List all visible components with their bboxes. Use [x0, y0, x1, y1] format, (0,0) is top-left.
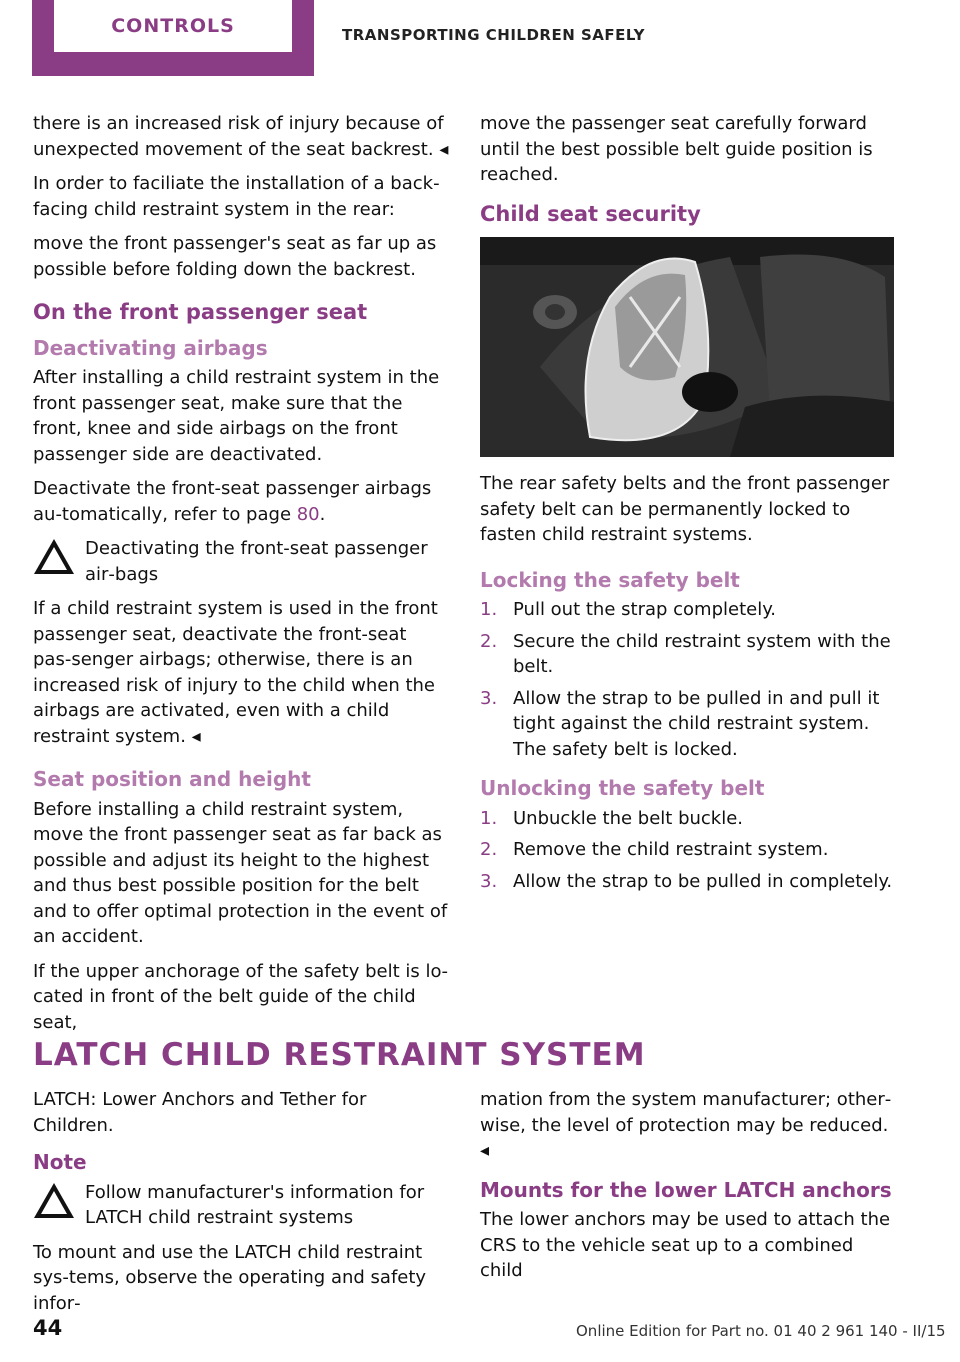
heading-seat-position: Seat position and height: [33, 767, 311, 791]
list-item: 2. Remove the child restraint system.: [480, 839, 829, 860]
latch-left-column: [33, 1087, 449, 1325]
paragraph: The rear safety belts and the front passenger safety belt can be permanently locked to fasten child restraint systems.: [480, 473, 890, 545]
paragraph: After installing a child restraint system in the front passenger seat, make sure that the front, knee and side airbags on the front passenger side are deactivated.: [33, 367, 440, 465]
chapter-tab: [32, 0, 314, 76]
heading-deactivating-airbags: Deactivating airbags: [33, 335, 268, 360]
paragraph: The lower anchors may be used to attach the CRS to the vehicle seat up to a combined child: [480, 1209, 891, 1281]
heading-note: Note: [33, 1150, 87, 1174]
warning-block: [33, 1180, 449, 1231]
paragraph: move the front passenger's seat as far up as possible before folding down the backrest.: [33, 233, 437, 280]
list-item: 1. Unbuckle the belt buckle.: [480, 807, 744, 829]
heading-unlocking-safety-belt: Unlocking the safety belt: [480, 776, 765, 800]
warning-triangle-icon: [33, 538, 75, 576]
paragraph: Before installing a child restraint system, move the front passenger seat as far back as possible and adjust its height to the highest and thus best possible position for the belt and to offer optimal protection in the event of an accident.: [33, 798, 448, 947]
unlocking-steps-list: [480, 806, 896, 895]
paragraph: In order to faciliate the installation of a back-facing child restraint system in the rear:: [33, 173, 440, 220]
heading-locking-safety-belt: Locking the safety belt: [480, 567, 740, 592]
list-item: 3. Allow the strap to be pulled in and pull it tight against the child restraint system. The safety belt is locked.: [480, 687, 880, 760]
list-item: 1. Pull out the strap completely.: [480, 599, 777, 620]
paragraph: Deactivate the front-seat passenger airbags au‐tomatically, refer to page 80.: [33, 478, 432, 525]
section-title-latch: LATCH CHILD RESTRAINT SYSTEM: [33, 1037, 646, 1073]
paragraph: mation from the system manufacturer; other‐wise, the level of protection may be reduced. ◂: [480, 1089, 892, 1161]
paragraph: If a child restraint system is used in the front passenger seat, deactivate the front-seat pas‐senger airbags; otherwise, there is an increased risk of injury to the child when the airbags are activated, even with a child restraint system. ◂: [33, 598, 438, 747]
child-seat-photo: [480, 237, 894, 457]
paragraph: LATCH: Lower Anchors and Tether for Children.: [33, 1089, 367, 1136]
latch-right-column: [480, 1087, 896, 1293]
heading-mounts-lower-latch: Mounts for the lower LATCH anchors: [480, 1177, 892, 1202]
warning-block: [33, 536, 449, 587]
warning-text: Follow manufacturer's information for LATCH child restraint systems: [85, 1181, 425, 1228]
page-number: 44: [33, 1316, 63, 1340]
paragraph: there is an increased risk of injury because of unexpected movement of the seat backrest. ◂: [33, 113, 449, 160]
paragraph: If the upper anchorage of the safety belt is lo‐cated in front of the belt guide of the child seat,: [33, 960, 448, 1033]
edition-footer: Online Edition for Part no. 01 40 2 961 140 - II/15: [576, 1322, 946, 1340]
chapter-tab-label: CONTROLS: [54, 0, 292, 52]
list-item: 2. Secure the child restraint system with the belt.: [480, 630, 891, 677]
warning-title: Deactivating the front-seat passenger air‐bags: [85, 538, 428, 585]
locking-steps-list: [480, 597, 896, 762]
section-header-title: TRANSPORTING CHILDREN SAFELY: [342, 26, 645, 44]
list-item: 3. Allow the strap to be pulled in completely.: [480, 870, 893, 892]
paragraph: To mount and use the LATCH child restraint sys‐tems, observe the operating and safety infor‐: [33, 1241, 427, 1314]
paragraph: move the passenger seat carefully forward until the best possible belt guide position is reached.: [480, 113, 873, 185]
heading-front-passenger-seat: On the front passenger seat: [33, 300, 368, 324]
heading-child-seat-security: Child seat security: [480, 201, 701, 226]
left-column: [33, 111, 449, 1044]
page-link[interactable]: 80: [296, 503, 320, 525]
warning-triangle-icon: [33, 1182, 75, 1220]
right-column: [480, 111, 896, 903]
